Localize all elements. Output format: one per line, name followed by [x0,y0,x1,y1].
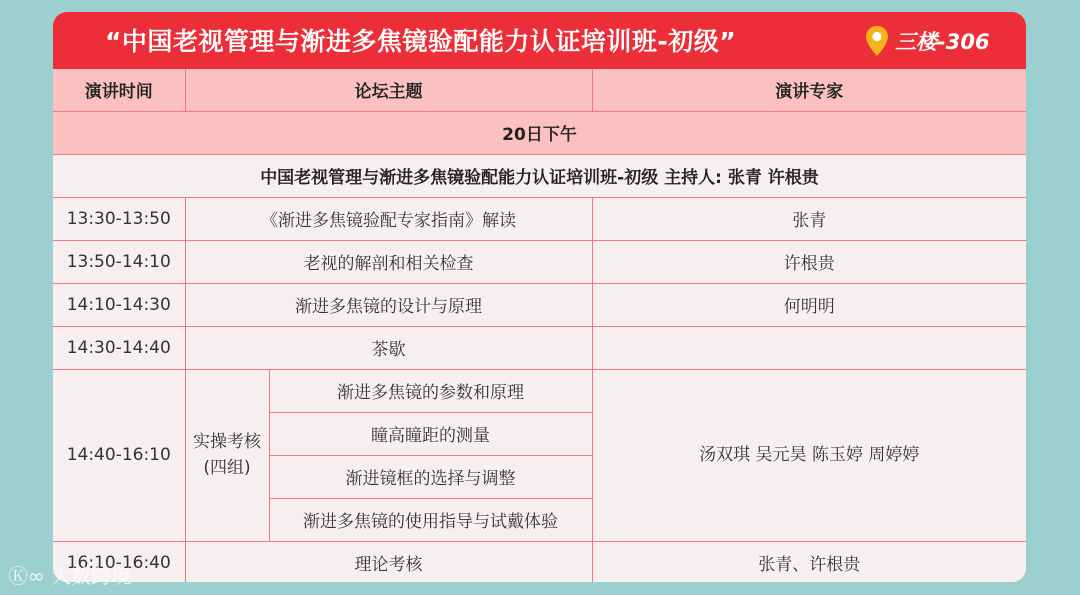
topic-cell: 理论考核 [185,541,592,582]
time-cell: 14:30-14:40 [53,326,185,369]
watermark-text: 大数跨境 [51,564,132,588]
session-title: 中国老视管理与渐进多焦镜验配能力认证培训班-初级 主持人: 张青 许根贵 [53,154,1026,197]
topic-cell: 《渐进多焦镜验配专家指南》解读 [185,197,592,240]
topic-cell: 茶歇 [185,326,592,369]
time-cell: 13:50-14:10 [53,240,185,283]
header-speaker: 演讲专家 [592,69,1026,111]
location-text: 三楼-306 [895,30,990,54]
watermark-logo-icon: Ⓚ∞ [8,564,45,588]
speaker-cell [592,326,1026,369]
practical-speakers-cell: 汤双琪 吴元昊 陈玉婷 周婷婷 [592,369,1026,541]
header-time: 演讲时间 [53,69,185,111]
table-row [53,197,1026,240]
practical-topic-cell: 渐进多焦镜的使用指导与试戴体验 [269,498,592,541]
topic-cell: 老视的解剖和相关检查 [185,240,592,283]
time-cell: 13:30-13:50 [53,197,185,240]
practical-group-label: 实操考核 (四组) [185,369,269,541]
session-row [53,154,1026,197]
schedule-table [53,69,1026,582]
speaker-cell: 许根贵 [592,240,1026,283]
title-banner [53,12,1026,69]
practical-time-cell: 14:40-16:10 [53,369,185,541]
practical-topic-cell: 渐进多焦镜的参数和原理 [269,369,592,412]
practical-row [53,369,1026,412]
watermark [8,560,131,589]
day-label: 20日下午 [53,111,1026,154]
speaker-cell: 张青、许根贵 [592,541,1026,582]
time-cell: 14:10-14:30 [53,283,185,326]
practical-topic-cell: 渐进镜框的选择与调整 [269,455,592,498]
header-topic: 论坛主题 [185,69,592,111]
topic-cell: 渐进多焦镜的设计与原理 [185,283,592,326]
table-row [53,240,1026,283]
table-row [53,283,1026,326]
table-row [53,326,1026,369]
speaker-cell: 张青 [592,197,1026,240]
time-cell: 16:10-16:40 [53,541,185,582]
schedule-card [53,12,1026,582]
table-header-row [53,69,1026,111]
speaker-cell: 何明明 [592,283,1026,326]
page-title: “中国老视管理与渐进多焦镜验配能力认证培训班-初级” [105,27,737,56]
table-row [53,541,1026,582]
day-row [53,111,1026,154]
map-pin-icon [865,25,889,57]
practical-topic-cell: 瞳高瞳距的测量 [269,412,592,455]
